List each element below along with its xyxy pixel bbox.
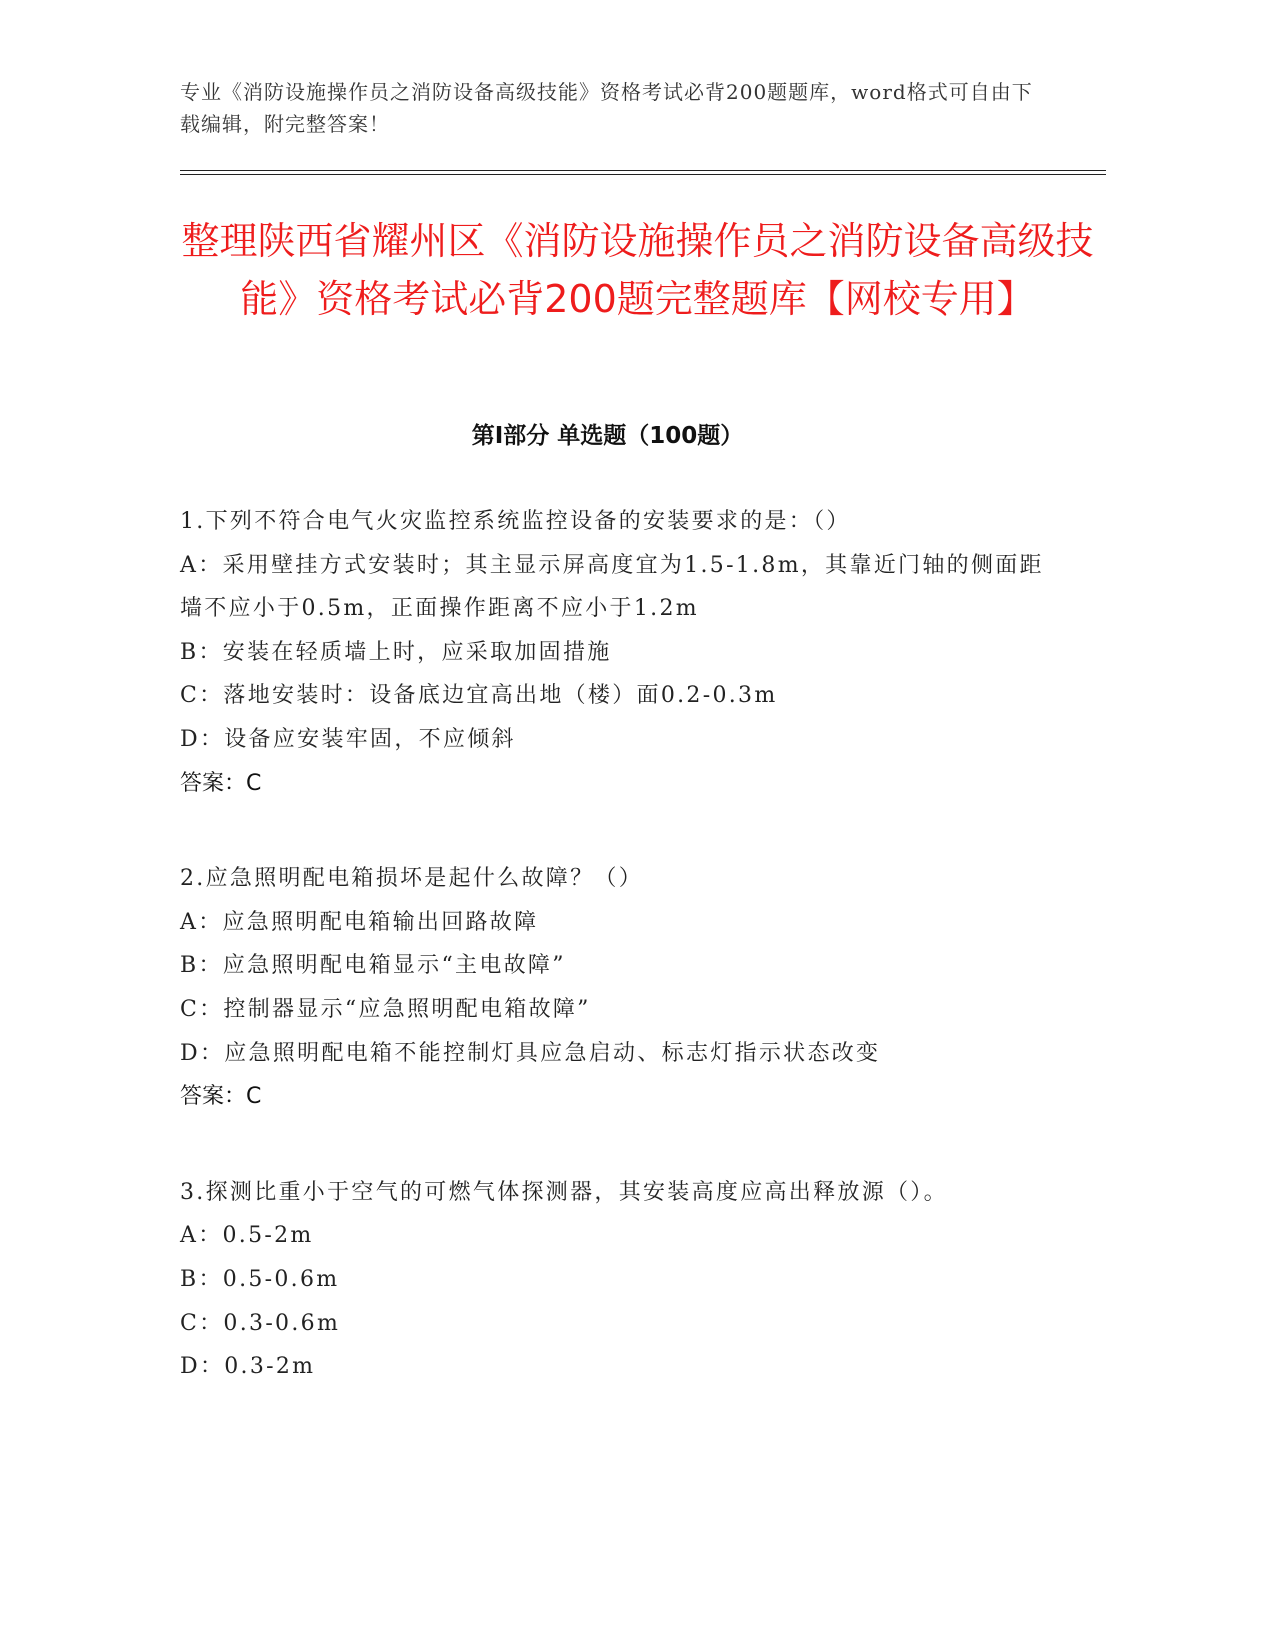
- document-title: 整理陕西省耀州区《消防设施操作员之消防设备高级技能》资格考试必背200题完整题库【网校专用】: [181, 219, 1094, 321]
- question-stem: 1.下列不符合电气火灾监控系统监控设备的安装要求的是：（）: [180, 509, 851, 534]
- question-stem: 2.应急照明配电箱损坏是起什么故障？（）: [180, 866, 643, 892]
- header-divider: [180, 170, 1106, 175]
- section-title: 第Ⅰ部分 单选题（100题）: [471, 423, 744, 449]
- question-3: [180, 1171, 1060, 1389]
- question-stem: 3.探测比重小于空气的可燃气体探测器，其安装高度应高出释放源（）。: [180, 1179, 948, 1205]
- option-b: B：0.5-0.6m: [180, 1266, 340, 1292]
- option-c: C：落地安装时：设备底边宜高出地（楼）面0.2-0.3m: [180, 683, 778, 709]
- answer-line: 答案：C: [180, 770, 262, 796]
- option-d: D：0.3-2m: [180, 1354, 316, 1380]
- option-a: A：应急照明配电箱输出回路故障: [180, 909, 539, 935]
- option-b: B：应急照明配电箱显示“主电故障”: [180, 953, 566, 979]
- option-c: C：0.3-0.6m: [180, 1310, 341, 1336]
- header-note: 专业《消防设施操作员之消防设备高级技能》资格考试必背200题题库，word格式可自由下载编辑，附完整答案！: [180, 80, 1033, 136]
- answer-line: 答案：C: [180, 1084, 262, 1110]
- question-2: [180, 857, 1060, 1119]
- option-c: C：控制器显示“应急照明配电箱故障”: [180, 996, 591, 1022]
- option-a: A：采用壁挂方式安装时；其主显示屏高度宜为1.5-1.8m，其靠近门轴的侧面距墙不应小于0.5m，正面操作距离不应小于1.2m: [180, 552, 1044, 622]
- option-d: D：设备应安装牢固，不应倾斜: [180, 726, 516, 752]
- option-a: A：0.5-2m: [180, 1223, 314, 1249]
- question-list: [180, 500, 1060, 1441]
- option-b: B：安装在轻质墙上时，应采取加固措施: [180, 639, 612, 665]
- question-1: [180, 500, 1060, 805]
- option-d: D：应急照明配电箱不能控制灯具应急启动、标志灯指示状态改变: [180, 1040, 881, 1066]
